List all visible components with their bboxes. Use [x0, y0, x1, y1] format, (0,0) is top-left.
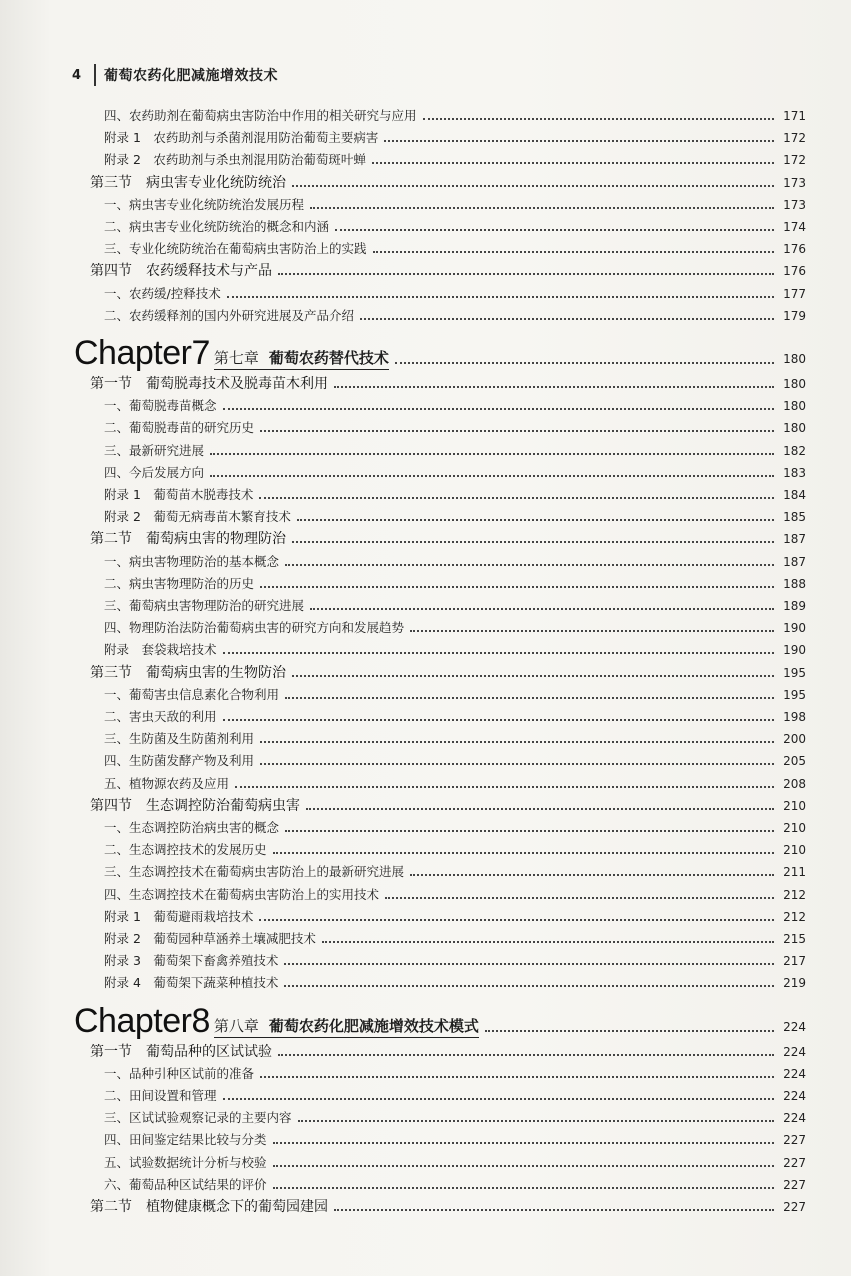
- toc-item[interactable]: [104, 392, 806, 414]
- page-number-ref: 187: [783, 554, 806, 569]
- dot-leader: [384, 140, 774, 142]
- toc-section[interactable]: [90, 659, 806, 681]
- toc-item[interactable]: [104, 1149, 806, 1171]
- page-number-ref: 176: [783, 242, 806, 257]
- item-title: 附录 2 农药助剂与杀虫剂混用防治葡萄斑叶蝉: [104, 152, 366, 168]
- page-number-ref: 227: [783, 1200, 806, 1214]
- dot-leader: [372, 162, 774, 164]
- page-number-ref: 179: [783, 308, 806, 323]
- item-title: 附录 2 葡萄无病毒苗木繁育技术: [104, 509, 291, 525]
- dot-leader: [285, 564, 774, 566]
- page-number-ref: 180: [783, 399, 806, 414]
- item-title: 附录 套袋栽培技术: [104, 642, 217, 658]
- item-title: 一、生态调控防治病虫害的概念: [104, 820, 280, 835]
- toc-item[interactable]: [104, 1171, 806, 1193]
- toc-section[interactable]: [90, 169, 806, 191]
- item-title: 附录 2 葡萄园种草涵养土壤减肥技术: [104, 931, 316, 946]
- toc-item[interactable]: [104, 925, 806, 947]
- dot-leader: [423, 118, 774, 120]
- toc-section[interactable]: [90, 1038, 806, 1060]
- toc-item[interactable]: [104, 280, 806, 302]
- chapter-number: Chapter7: [74, 334, 210, 372]
- item-title: 三、葡萄病虫害物理防治的研究进展: [104, 598, 305, 613]
- dot-leader: [322, 941, 774, 943]
- chapter-page-number: 224: [783, 1019, 806, 1034]
- chapter-heading[interactable]: [74, 996, 806, 1038]
- chapter-heading[interactable]: [74, 328, 806, 370]
- item-title: 二、农药缓释剂的国内外研究进展及产品介绍: [104, 307, 355, 323]
- toc-item[interactable]: [104, 947, 806, 969]
- toc-item[interactable]: [104, 146, 806, 168]
- item-title: 一、病虫害专业化统防统治发展历程: [104, 196, 305, 212]
- page-number-ref: 212: [783, 909, 806, 924]
- chapter-title: [214, 1017, 479, 1038]
- dot-leader: [278, 1054, 774, 1056]
- page-number-ref: 189: [783, 599, 806, 613]
- book-title: 葡萄农药化肥减施增效技术: [104, 68, 278, 84]
- page-number-ref: 227: [783, 1177, 806, 1192]
- toc-item[interactable]: [104, 503, 806, 525]
- page-number-ref: 198: [783, 710, 806, 724]
- page-number-ref: 195: [783, 665, 806, 680]
- dot-leader: [210, 475, 774, 477]
- dot-leader: [285, 830, 774, 832]
- toc-item[interactable]: [104, 814, 806, 836]
- page-number-ref: 173: [783, 197, 806, 212]
- item-title: 三、最新研究进展: [104, 442, 205, 458]
- item-title: 四、今后发展方向: [104, 464, 205, 480]
- page-number-ref: 200: [783, 732, 806, 747]
- header-divider: [94, 64, 96, 86]
- section-title: 第三节 病虫害专业化统防统治: [90, 174, 286, 191]
- toc-item[interactable]: [104, 235, 806, 257]
- toc-item[interactable]: [104, 592, 806, 614]
- item-title: 三、专业化统防统治在葡萄病虫害防治上的实践: [104, 241, 367, 257]
- dot-leader: [373, 251, 774, 253]
- dot-leader: [334, 386, 774, 388]
- item-title: 三、生态调控技术在葡萄病虫害防治上的最新研究进展: [104, 864, 405, 880]
- dot-leader: [223, 652, 774, 654]
- dot-leader: [310, 207, 774, 209]
- page-number-ref: 212: [783, 887, 806, 902]
- page-number-ref: 187: [783, 532, 806, 547]
- toc-item[interactable]: [104, 414, 806, 436]
- item-title: 一、葡萄害虫信息素化合物利用: [104, 686, 280, 702]
- item-title: 一、葡萄脱毒苗概念: [104, 398, 217, 414]
- page-number-ref: 183: [783, 465, 806, 480]
- toc-item[interactable]: [104, 903, 806, 925]
- dot-leader: [334, 1209, 774, 1211]
- item-title: 四、农药助剂在葡萄病虫害防治中作用的相关研究与应用: [104, 108, 417, 123]
- chapter-title: [214, 349, 389, 370]
- dot-leader: [335, 229, 774, 231]
- toc-item[interactable]: [104, 969, 806, 991]
- dot-leader: [273, 1187, 774, 1189]
- dot-leader: [260, 1076, 774, 1078]
- page-number-ref: 224: [783, 1066, 806, 1081]
- toc-item[interactable]: [104, 614, 806, 636]
- toc-section[interactable]: [90, 792, 806, 814]
- item-title: 二、葡萄脱毒苗的研究历史: [104, 420, 255, 436]
- dot-leader: [292, 675, 774, 677]
- toc-item[interactable]: [104, 881, 806, 903]
- page-number-ref: 180: [783, 421, 806, 436]
- page-number-ref: 172: [783, 153, 806, 168]
- item-title: 二、田间设置和管理: [104, 1088, 217, 1103]
- dot-leader: [292, 185, 774, 187]
- page-number-ref: 208: [783, 776, 806, 791]
- item-title: 一、病虫害物理防治的基本概念: [104, 553, 280, 569]
- page-number-ref: 210: [783, 798, 806, 813]
- page-number-ref: 184: [783, 488, 806, 502]
- dot-leader: [227, 296, 774, 298]
- toc-item[interactable]: [104, 481, 806, 503]
- dot-leader: [223, 1098, 774, 1100]
- item-title: 三、区试试验观察记录的主要内容: [104, 1110, 292, 1126]
- dot-leader: [297, 519, 774, 521]
- page-header: [72, 60, 278, 90]
- chapter-page-number: 180: [783, 352, 806, 366]
- item-title: 二、害虫天敌的利用: [104, 709, 217, 724]
- toc-item[interactable]: [104, 747, 806, 769]
- dot-leader: [278, 273, 774, 275]
- toc-item[interactable]: [104, 102, 806, 124]
- toc-item[interactable]: [104, 124, 806, 146]
- item-title: 四、田间鉴定结果比较与分类: [104, 1132, 267, 1148]
- item-title: 三、生防菌及生防菌剂利用: [104, 731, 255, 747]
- page-number-ref: 195: [783, 687, 806, 702]
- toc-item[interactable]: [104, 437, 806, 459]
- page-number-ref: 215: [783, 932, 806, 946]
- toc-item[interactable]: [104, 191, 806, 213]
- dot-leader: [223, 719, 774, 721]
- toc-item[interactable]: [104, 1082, 806, 1104]
- page-number-ref: 188: [783, 576, 806, 591]
- page-number: 4: [72, 67, 82, 83]
- dot-leader: [284, 985, 774, 987]
- dot-leader: [385, 897, 774, 899]
- page-number-ref: 217: [783, 954, 806, 969]
- item-title: 二、病虫害物理防治的历史: [104, 575, 255, 591]
- page-number-ref: 172: [783, 131, 806, 146]
- item-title: 四、生态调控技术在葡萄病虫害防治上的实用技术: [104, 886, 380, 902]
- chapter-title-text: 葡萄农药化肥减施增效技术模式: [268, 1016, 479, 1035]
- dot-leader: [273, 852, 774, 854]
- item-title: 附录 1 农药助剂与杀菌剂混用防治葡萄主要病害: [104, 130, 379, 146]
- dot-leader: [260, 430, 774, 432]
- dot-leader: [410, 874, 774, 876]
- page-number-ref: 210: [783, 821, 806, 835]
- page-number-ref: 171: [783, 109, 806, 123]
- item-title: 五、试验数据统计分析与校验: [104, 1154, 267, 1170]
- page-number-ref: 177: [783, 286, 806, 301]
- toc-item[interactable]: [104, 548, 806, 570]
- item-title: 附录 1 葡萄避雨栽培技术: [104, 908, 254, 924]
- chapter-number: Chapter8: [74, 1001, 210, 1040]
- dot-leader: [410, 630, 774, 632]
- page-number-ref: 182: [783, 443, 806, 458]
- dot-leader: [259, 497, 774, 499]
- section-title: 第二节 植物健康概念下的葡萄园建园: [90, 1199, 328, 1215]
- toc-item[interactable]: [104, 681, 806, 703]
- dot-leader: [395, 362, 774, 364]
- dot-leader: [360, 318, 774, 320]
- item-title: 一、品种引种区试前的准备: [104, 1065, 255, 1081]
- item-title: 附录 1 葡萄苗木脱毒技术: [104, 487, 254, 502]
- page-number-ref: 190: [783, 643, 806, 658]
- section-title: 第四节 农药缓释技术与产品: [90, 263, 272, 280]
- page-number-ref: 180: [783, 377, 806, 391]
- item-title: 四、物理防治法防治葡萄病虫害的研究方向和发展趋势: [104, 620, 405, 636]
- dot-leader: [285, 697, 774, 699]
- page-number-ref: 210: [783, 843, 806, 858]
- item-title: 二、生态调控技术的发展历史: [104, 842, 267, 858]
- dot-leader: [260, 586, 774, 588]
- section-title: 第四节 生态调控防治葡萄病虫害: [90, 797, 300, 814]
- item-title: 附录 4 葡萄架下蔬菜种植技术: [104, 975, 279, 991]
- item-title: 二、病虫害专业化统防统治的概念和内涵: [104, 219, 330, 234]
- dot-leader: [306, 808, 774, 810]
- dot-leader: [210, 453, 774, 455]
- dot-leader: [260, 763, 774, 765]
- toc-section[interactable]: [90, 257, 806, 279]
- page-number-ref: 174: [783, 220, 806, 234]
- toc-item[interactable]: [104, 1060, 806, 1082]
- toc-item[interactable]: [104, 858, 806, 880]
- toc-item[interactable]: [104, 636, 806, 658]
- toc-item[interactable]: [104, 703, 806, 725]
- item-title: 五、植物源农药及应用: [104, 775, 230, 791]
- chapter-title-text: 葡萄农药替代技术: [268, 349, 389, 367]
- toc-item[interactable]: [104, 770, 806, 792]
- dot-leader: [235, 786, 774, 788]
- dot-leader: [259, 919, 774, 921]
- dot-leader: [310, 608, 774, 610]
- toc-item[interactable]: [104, 836, 806, 858]
- dot-leader: [273, 1142, 774, 1144]
- item-title: 六、葡萄品种区试结果的评价: [104, 1176, 267, 1192]
- page-number-ref: 176: [783, 264, 806, 279]
- dot-leader: [260, 741, 774, 743]
- page-number-ref: 190: [783, 621, 806, 636]
- section-title: 第一节 葡萄品种的区试试验: [90, 1043, 272, 1060]
- chapter-label: 第八章: [213, 1016, 259, 1035]
- page-number-ref: 224: [783, 1044, 806, 1059]
- dot-leader: [485, 1030, 774, 1032]
- dot-leader: [284, 963, 774, 965]
- page-number-ref: 219: [783, 976, 806, 991]
- page-number-ref: 211: [783, 865, 806, 880]
- page-number-ref: 205: [783, 754, 806, 769]
- toc-item[interactable]: [104, 570, 806, 592]
- toc-section[interactable]: [90, 370, 806, 392]
- page-number-ref: 227: [783, 1133, 806, 1148]
- item-title: 附录 3 葡萄架下畜禽养殖技术: [104, 953, 279, 969]
- page-number-ref: 185: [783, 510, 806, 525]
- toc-section[interactable]: [90, 525, 806, 547]
- chapter-label: 第七章: [213, 349, 259, 367]
- section-title: 第二节 葡萄病虫害的物理防治: [90, 531, 286, 548]
- dot-leader: [298, 1120, 774, 1122]
- toc-item[interactable]: [104, 213, 806, 235]
- page-number-ref: 224: [783, 1089, 806, 1103]
- page-number-ref: 227: [783, 1155, 806, 1170]
- dot-leader: [273, 1165, 774, 1167]
- toc-section[interactable]: [90, 1193, 806, 1215]
- section-title: 第三节 葡萄病虫害的生物防治: [90, 664, 286, 681]
- item-title: 一、农药缓/控释技术: [104, 285, 221, 301]
- item-title: 四、生防菌发酵产物及利用: [104, 753, 255, 769]
- dot-leader: [223, 408, 774, 410]
- toc-item[interactable]: [104, 459, 806, 481]
- section-title: 第一节 葡萄脱毒技术及脱毒苗木利用: [90, 376, 328, 392]
- page-number-ref: 173: [783, 175, 806, 190]
- page-number-ref: 224: [783, 1111, 806, 1126]
- toc-item[interactable]: [104, 302, 806, 324]
- toc-item[interactable]: [104, 1104, 806, 1126]
- dot-leader: [292, 541, 774, 543]
- toc-item[interactable]: [104, 725, 806, 747]
- toc-item[interactable]: [104, 1126, 806, 1148]
